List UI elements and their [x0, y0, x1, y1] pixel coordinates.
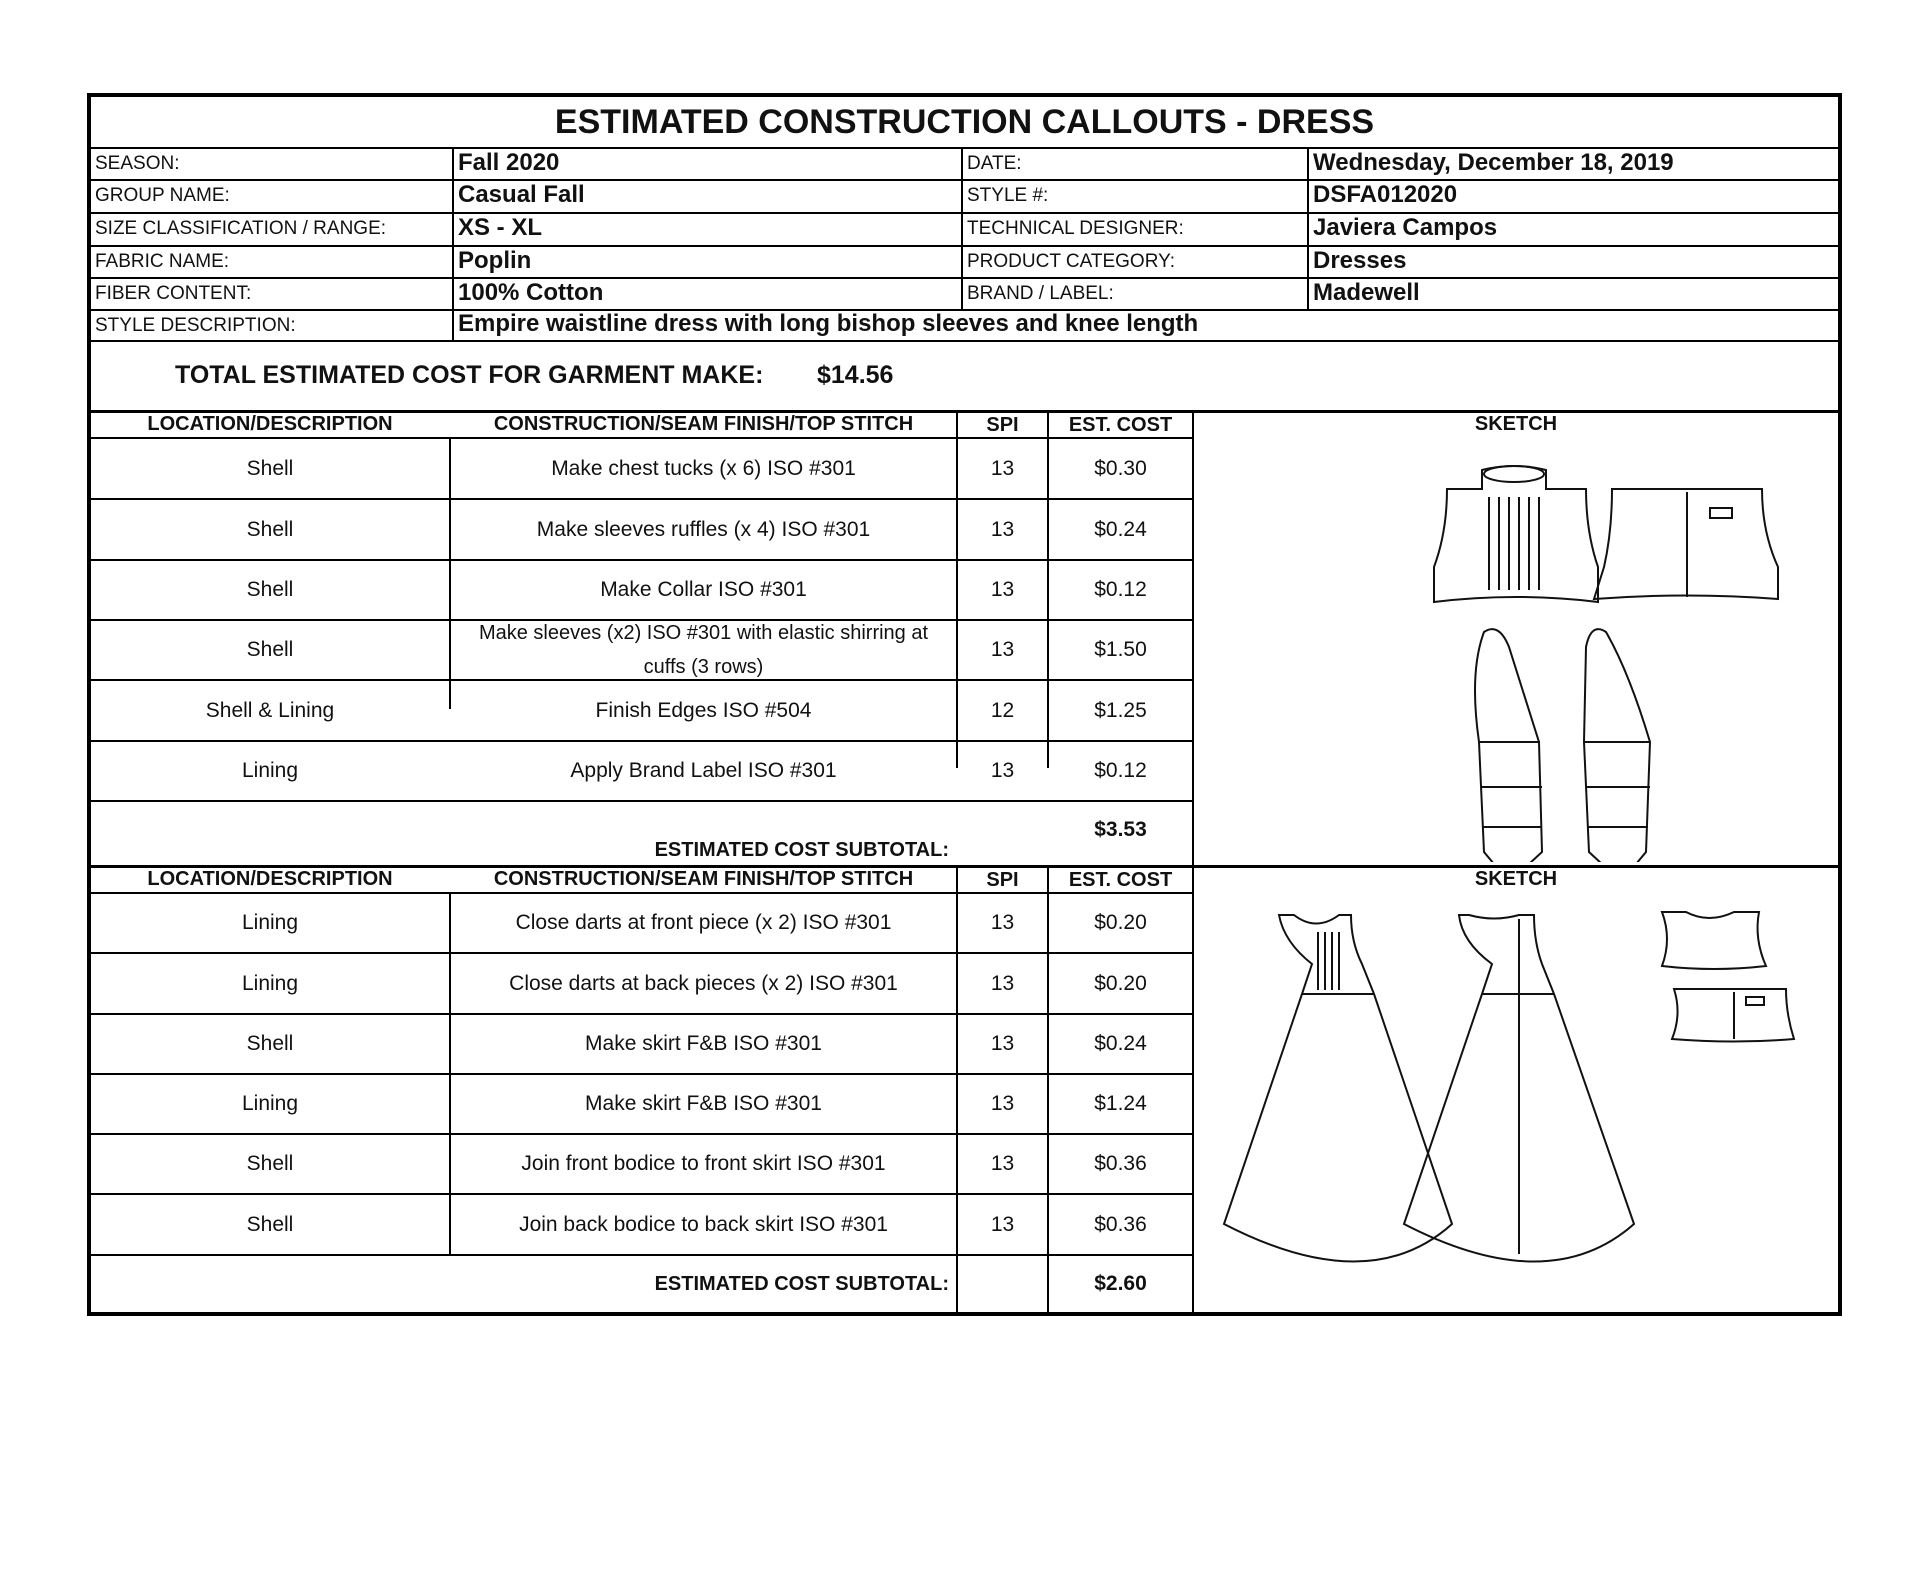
fiber-label: FIBER CONTENT:: [95, 283, 252, 304]
style-value: DSFA012020: [1313, 181, 1458, 208]
row-spi: 13: [990, 911, 1015, 934]
row-construction: Close darts at back pieces (x 2) ISO #301: [509, 971, 898, 995]
row-spi: 13: [990, 517, 1015, 541]
season-label: SEASON:: [95, 153, 180, 174]
group-value: Casual Fall: [458, 181, 585, 208]
header-construction: CONSTRUCTION/SEAM FINISH/TOP STITCH: [493, 868, 914, 890]
row-construction: Join back bodice to back skirt ISO #301: [519, 1212, 888, 1236]
row-construction: Join front bodice to front skirt ISO #301: [521, 1152, 886, 1175]
dress-sketch: [1194, 894, 1838, 1312]
row-construction: Make skirt F&B ISO #301: [585, 1032, 822, 1055]
row-spi: 13: [990, 1152, 1015, 1175]
row-cost: $0.20: [1094, 911, 1147, 934]
total-cost-value: $14.56: [817, 361, 894, 389]
callout-sheet: [87, 93, 1842, 1316]
row-cost: $0.24: [1094, 517, 1147, 541]
row-cost: $0.36: [1094, 1152, 1147, 1175]
row-construction: Make Collar ISO #301: [600, 578, 807, 601]
category-label: PRODUCT CATEGORY:: [967, 251, 1175, 272]
designer-label: TECHNICAL DESIGNER:: [967, 218, 1184, 239]
bodice-sleeve-sketch: [1194, 442, 1838, 862]
season-value: Fall 2020: [458, 149, 560, 176]
row-location: Lining: [241, 759, 299, 782]
row-cost: $0.20: [1094, 971, 1147, 995]
row-location: Lining: [241, 911, 299, 934]
row-construction: Apply Brand Label ISO #301: [570, 759, 837, 782]
date-value: Wednesday, December 18, 2019: [1313, 149, 1674, 176]
row-location: Shell: [246, 1212, 294, 1236]
row-location: Shell: [246, 1032, 294, 1055]
row-cost: $0.24: [1094, 1032, 1147, 1055]
row-location: Shell: [246, 578, 294, 601]
style-label: STYLE #:: [967, 185, 1049, 206]
subtotal-label: ESTIMATED COST SUBTOTAL:: [654, 839, 949, 861]
header-location: LOCATION/DESCRIPTION: [147, 413, 393, 435]
row-spi: 13: [990, 638, 1015, 661]
header-location: LOCATION/DESCRIPTION: [147, 868, 393, 890]
row-cost: $0.36: [1094, 1212, 1147, 1236]
header-cost: EST. COST: [1068, 869, 1173, 891]
row-construction: Finish Edges ISO #504: [595, 698, 812, 722]
header-sketch: SKETCH: [1474, 868, 1558, 890]
description-value: Empire waistline dress with long bishop sleeves and knee length: [458, 310, 1199, 337]
divider: [91, 800, 1193, 802]
row-spi: 13: [990, 1212, 1015, 1236]
fabric-value: Poplin: [458, 247, 532, 274]
fabric-label: FABRIC NAME:: [95, 251, 230, 272]
row-cost: $1.50: [1094, 638, 1147, 661]
row-spi: 12: [990, 698, 1015, 722]
brand-value: Madewell: [1313, 279, 1420, 306]
row-construction: Make sleeves ruffles (x 4) ISO #301: [536, 517, 871, 541]
row-location: Shell: [246, 638, 294, 661]
row-location: Lining: [241, 971, 299, 995]
header-construction: CONSTRUCTION/SEAM FINISH/TOP STITCH: [493, 413, 914, 435]
row-spi: 13: [990, 578, 1015, 601]
row-spi: 13: [990, 1032, 1015, 1055]
row-cost: $0.30: [1094, 456, 1147, 480]
header-spi: SPI: [986, 869, 1019, 891]
row-spi: 13: [990, 1092, 1015, 1115]
row-cost: $1.24: [1094, 1092, 1147, 1115]
designer-value: Javiera Campos: [1313, 214, 1498, 241]
row-location: Shell: [246, 456, 294, 480]
fiber-value: 100% Cotton: [458, 279, 604, 306]
row-location: Shell: [246, 517, 294, 541]
row-location: Shell: [246, 1152, 294, 1175]
row-spi: 13: [990, 456, 1015, 480]
subtotal-value: $3.53: [1094, 818, 1147, 841]
row-cost: $0.12: [1094, 759, 1147, 782]
header-sketch: SKETCH: [1474, 413, 1558, 435]
brand-label: BRAND / LABEL:: [967, 283, 1114, 304]
description-label: STYLE DESCRIPTION:: [95, 315, 296, 336]
size-value: XS - XL: [458, 214, 543, 241]
header-spi: SPI: [986, 414, 1019, 436]
row-construction: Make chest tucks (x 6) ISO #301: [551, 456, 856, 480]
row-construction: Make skirt F&B ISO #301: [585, 1092, 822, 1115]
row-location: Shell & Lining: [205, 698, 335, 722]
row-spi: 13: [990, 759, 1015, 782]
row-location: Lining: [241, 1092, 299, 1115]
row-cost: $0.12: [1094, 578, 1147, 601]
size-label: SIZE CLASSIFICATION / RANGE:: [95, 218, 387, 239]
row-spi: 13: [990, 971, 1015, 995]
category-value: Dresses: [1313, 247, 1407, 274]
group-label: GROUP NAME:: [95, 185, 230, 206]
subtotal-value: $2.60: [1094, 1272, 1147, 1295]
row-construction: Make sleeves (x2) ISO #301 with elastic shirring at cuffs (3 rows): [478, 622, 929, 678]
row-cost: $1.25: [1094, 698, 1147, 722]
total-cost-label: TOTAL ESTIMATED COST FOR GARMENT MAKE:: [175, 361, 764, 389]
sheet-title: ESTIMATED CONSTRUCTION CALLOUTS - DRESS: [554, 103, 1375, 141]
header-cost: EST. COST: [1068, 414, 1173, 436]
date-label: DATE:: [967, 153, 1022, 174]
subtotal-label: ESTIMATED COST SUBTOTAL:: [654, 1273, 949, 1295]
row-construction: Close darts at front piece (x 2) ISO #301: [515, 911, 892, 934]
